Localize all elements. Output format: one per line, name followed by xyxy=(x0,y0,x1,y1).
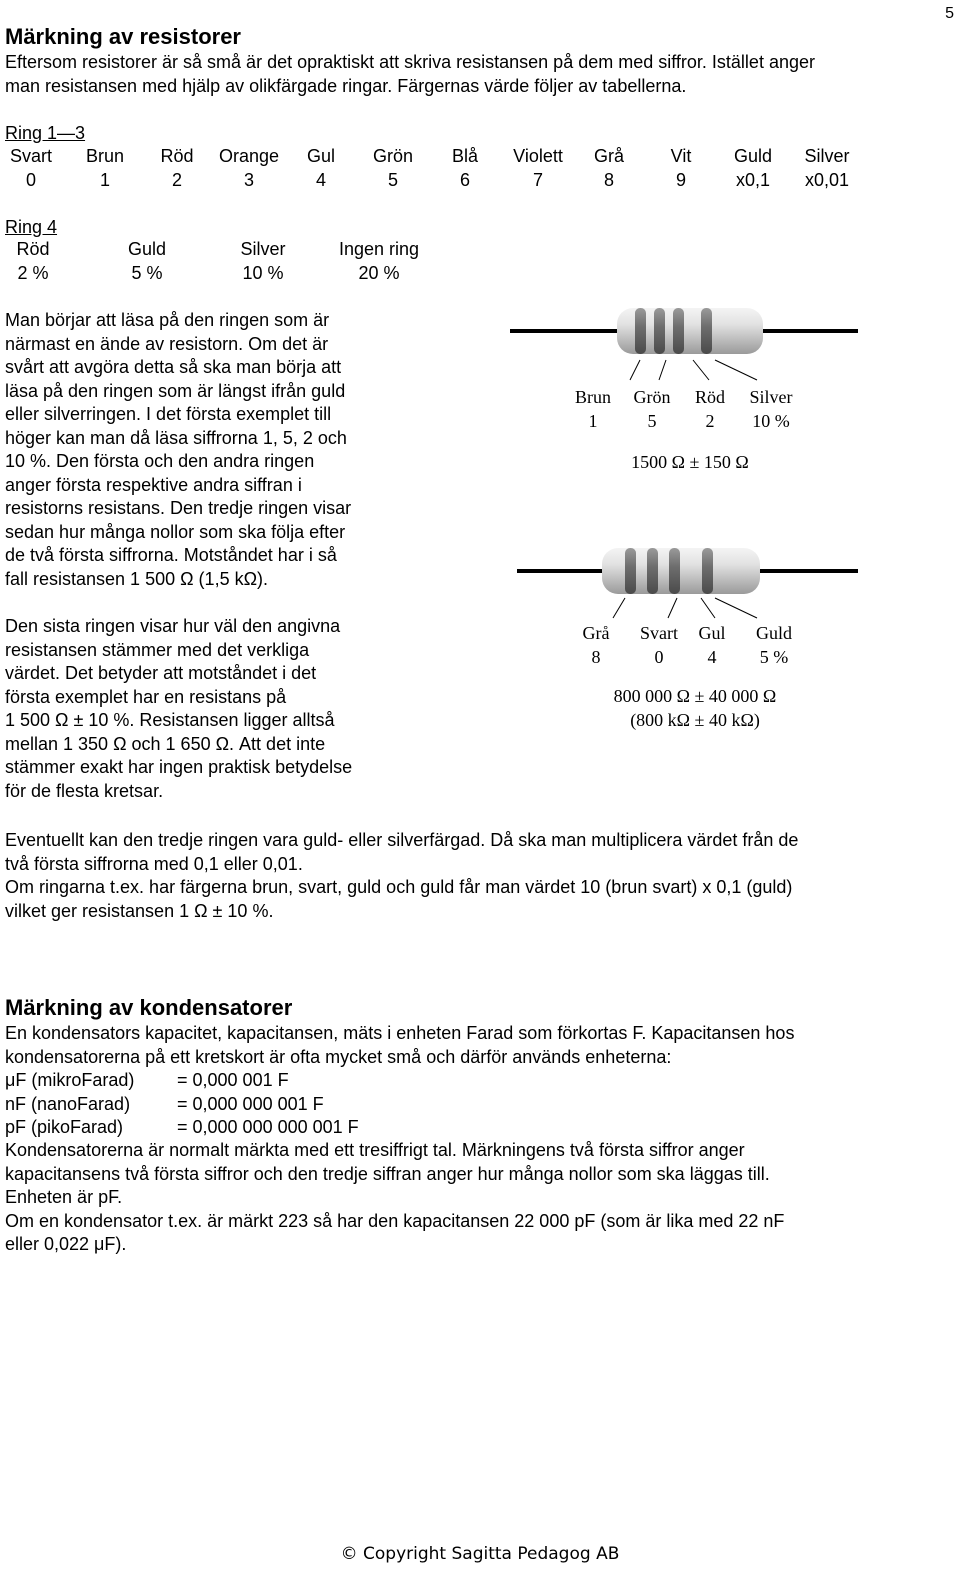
text-line: 1 500 Ω ± 10 %. Resistansen ligger alltså xyxy=(5,710,335,730)
ring13-value: 3 xyxy=(243,170,254,190)
text-line: sedan hur många nollor som ska följa efter xyxy=(5,521,346,542)
unit-name: μF (mikroFarad) xyxy=(5,1070,135,1090)
text-line: för de flesta kretsar. xyxy=(5,780,164,801)
pointer-line xyxy=(715,360,757,380)
text-line: resistansen stämmer med det verkliga xyxy=(5,639,310,660)
text-line: kondensatorerna på ett kretskort är ofta mycket små och därför används enheterna: xyxy=(5,1046,672,1067)
explanation-paragraph-1 xyxy=(5,309,405,591)
band-value: 4 xyxy=(707,647,717,667)
pointer-line xyxy=(613,598,625,618)
band-value: 0 xyxy=(654,647,664,667)
text-line: 10 %. Den första och den andra ringen xyxy=(5,451,315,471)
ring4-color: Ingen ring xyxy=(338,239,420,259)
resistor-illustration-1 xyxy=(505,300,865,390)
text-line: läsa på den ringen som är längst ifrån guld xyxy=(5,380,346,401)
band-color: Grön xyxy=(633,387,671,407)
capacitors-heading: Märkning av kondensatorer xyxy=(5,995,293,1020)
ring13-color: Blå xyxy=(451,146,478,166)
intro-line: Eftersom resistorer är så små är det opraktiskt att skriva resistansen på dem med siffror. Istället anger xyxy=(5,52,815,72)
explanation-paragraph-2 xyxy=(5,615,405,803)
text-line: Om ringarna t.ex. har färgerna brun, svart, guld och guld får man värdet 10 (brun svart) x 0,1 (guld) xyxy=(5,877,793,897)
ring13-color: Röd xyxy=(160,146,194,166)
text-line: närmast en ände av resistorn. Om det är xyxy=(5,333,329,354)
text-line: resistorns resistans. Den tredje ringen visar xyxy=(5,498,352,518)
copyright-footer: © Copyright Sagitta Pedagog AB xyxy=(340,1544,620,1564)
text-line: de två första siffrorna. Motståndet har i så xyxy=(5,545,337,565)
ring13-value: 8 xyxy=(603,170,614,190)
capacitance-units xyxy=(5,1069,505,1141)
text-line: svårt att avgöra detta så ska man börja att xyxy=(5,357,342,377)
lead-wire-left xyxy=(517,569,605,573)
text-line: mellan 1 350 Ω och 1 650 Ω. Att det inte xyxy=(5,733,326,754)
example1-result: 1500 Ω ± 150 Ω xyxy=(631,452,749,472)
band-value: 10 % xyxy=(752,411,790,431)
band-value: 5 % xyxy=(759,647,789,667)
text-line: höger kan man då läsa siffrorna 1, 5, 2 och xyxy=(5,427,347,448)
ring13-value: 2 xyxy=(171,170,182,190)
band-color: Guld xyxy=(756,623,792,643)
pointer-line xyxy=(668,598,677,618)
text-line: eller silverringen. I det första exemplet till xyxy=(5,404,332,424)
resistor-illustration-2 xyxy=(505,540,865,625)
pointer-line xyxy=(659,360,666,380)
text-line: anger första respektive andra siffran i xyxy=(5,474,302,495)
unit-value: = 0,000 000 000 001 F xyxy=(177,1117,359,1137)
ring13-value: x0,01 xyxy=(804,170,850,190)
text-line: stämmer exakt har ingen praktisk betydelse xyxy=(5,757,353,777)
resistors-intro xyxy=(5,51,955,98)
unit-value: = 0,000 000 001 F xyxy=(177,1093,324,1114)
ring4-value: 5 % xyxy=(131,263,163,283)
band-value: 2 xyxy=(705,411,715,431)
band-color: Brun xyxy=(575,387,611,407)
ring4-value: 10 % xyxy=(242,263,284,283)
ring13-color: Violett xyxy=(513,146,563,166)
text-line: Kondensatorerna är normalt märkta med ett tresiffrigt tal. Märkningens två första siffror anger xyxy=(5,1140,745,1160)
ring13-color: Gul xyxy=(306,146,335,166)
pointer-line xyxy=(693,360,709,380)
ring13-label: Ring 1—3 xyxy=(5,123,86,143)
example2-result: 800 000 Ω ± 40 000 Ω xyxy=(613,686,777,706)
text-line: Man börjar att läsa på den ringen som är xyxy=(5,310,330,330)
resistor-band xyxy=(673,308,684,354)
ring13-value: 4 xyxy=(315,170,326,190)
text-line: Den sista ringen visar hur väl den angivna xyxy=(5,616,341,636)
ring13-color: Silver xyxy=(804,146,850,166)
band-value: 5 xyxy=(647,411,657,431)
text-line: En kondensators kapacitet, kapacitansen, mäts i enheten Farad som förkortas F. Kapacitansen hos xyxy=(5,1023,795,1043)
text-line: eller 0,022 μF). xyxy=(5,1234,127,1254)
text-line: Enheten är pF. xyxy=(5,1187,123,1207)
band-color: Svart xyxy=(640,623,678,643)
third-ring-paragraph xyxy=(5,829,955,923)
resistor-band xyxy=(635,308,646,354)
text-line: värdet. Det betyder att motståndet i det xyxy=(5,663,317,683)
text-line: Eventuellt kan den tredje ringen vara guld- eller silverfärgad. Då ska man multiplicera värdet från de xyxy=(5,830,799,850)
ring13-color: Vit xyxy=(670,146,692,166)
ring13-value: 6 xyxy=(459,170,470,190)
text-line: Om en kondensator t.ex. är märkt 223 så har den kapacitansen 22 000 pF (som är lika med 22 nF xyxy=(5,1210,785,1231)
ring13-color: Guld xyxy=(733,146,773,166)
ring4-color: Guld xyxy=(127,239,167,259)
resistor-band xyxy=(701,308,712,354)
example1-bands xyxy=(560,386,820,436)
lead-wire-right xyxy=(755,329,858,333)
text-line: kapacitansens två första siffror och den tredje siffran anger hur många nollor som ska läggas till. xyxy=(5,1163,770,1184)
page-number: 5 xyxy=(945,5,954,22)
example2-result-k: (800 kΩ ± 40 kΩ) xyxy=(630,710,760,730)
band-value: 8 xyxy=(591,647,601,667)
ring13-value: 0 xyxy=(25,170,36,190)
lead-wire-right xyxy=(755,569,858,573)
ring4-value: 20 % xyxy=(358,263,400,283)
unit-value: = 0,000 001 F xyxy=(177,1070,289,1090)
ring4-label: Ring 4 xyxy=(5,217,58,237)
resistors-heading: Märkning av resistorer xyxy=(5,24,241,49)
unit-name: nF (nanoFarad) xyxy=(5,1093,131,1114)
unit-name: pF (pikoFarad) xyxy=(5,1117,124,1137)
capacitors-marking-paragraph xyxy=(5,1139,955,1257)
band-value: 1 xyxy=(588,411,598,431)
ring13-color: Svart xyxy=(9,146,52,166)
ring4-value: 2 % xyxy=(17,263,49,283)
resistor-band xyxy=(669,548,680,594)
resistor-band xyxy=(702,548,713,594)
ring13-table xyxy=(0,145,960,195)
ring13-color: Grå xyxy=(593,146,624,166)
text-line: fall resistansen 1 500 Ω (1,5 kΩ). xyxy=(5,568,269,589)
ring4-table xyxy=(0,238,460,288)
pointer-line xyxy=(630,360,640,380)
text-line: vilket ger resistansen 1 Ω ± 10 %. xyxy=(5,900,274,921)
ring4-color: Röd xyxy=(16,239,50,259)
ring13-color: Grön xyxy=(372,146,414,166)
text-line: två första siffrorna med 0,1 eller 0,01. xyxy=(5,853,303,874)
ring13-color: Brun xyxy=(85,146,125,166)
band-color: Grå xyxy=(582,623,610,643)
pointer-line xyxy=(701,598,715,618)
resistor-band xyxy=(625,548,636,594)
capacitors-intro xyxy=(5,1022,955,1069)
ring13-value: 7 xyxy=(532,170,543,190)
lead-wire-left xyxy=(510,329,620,333)
ring13-value: 1 xyxy=(99,170,110,190)
pointer-line xyxy=(715,598,757,618)
resistor-band xyxy=(647,548,658,594)
ring4-color: Silver xyxy=(240,239,286,259)
band-color: Röd xyxy=(694,387,725,407)
text-line: första exemplet har en resistans på xyxy=(5,686,287,707)
intro-line: man resistansen med hjälp av olikfärgade ringar. Färgernas värde följer av tabellerna. xyxy=(5,75,687,96)
band-color: Silver xyxy=(749,387,793,407)
ring13-color: Orange xyxy=(218,146,280,166)
band-color: Gul xyxy=(698,623,726,643)
example2-bands xyxy=(560,622,820,672)
ring13-value: x0,1 xyxy=(735,170,771,190)
ring13-value: 5 xyxy=(387,170,398,190)
resistor-band xyxy=(654,308,665,354)
ring13-value: 9 xyxy=(675,170,686,190)
